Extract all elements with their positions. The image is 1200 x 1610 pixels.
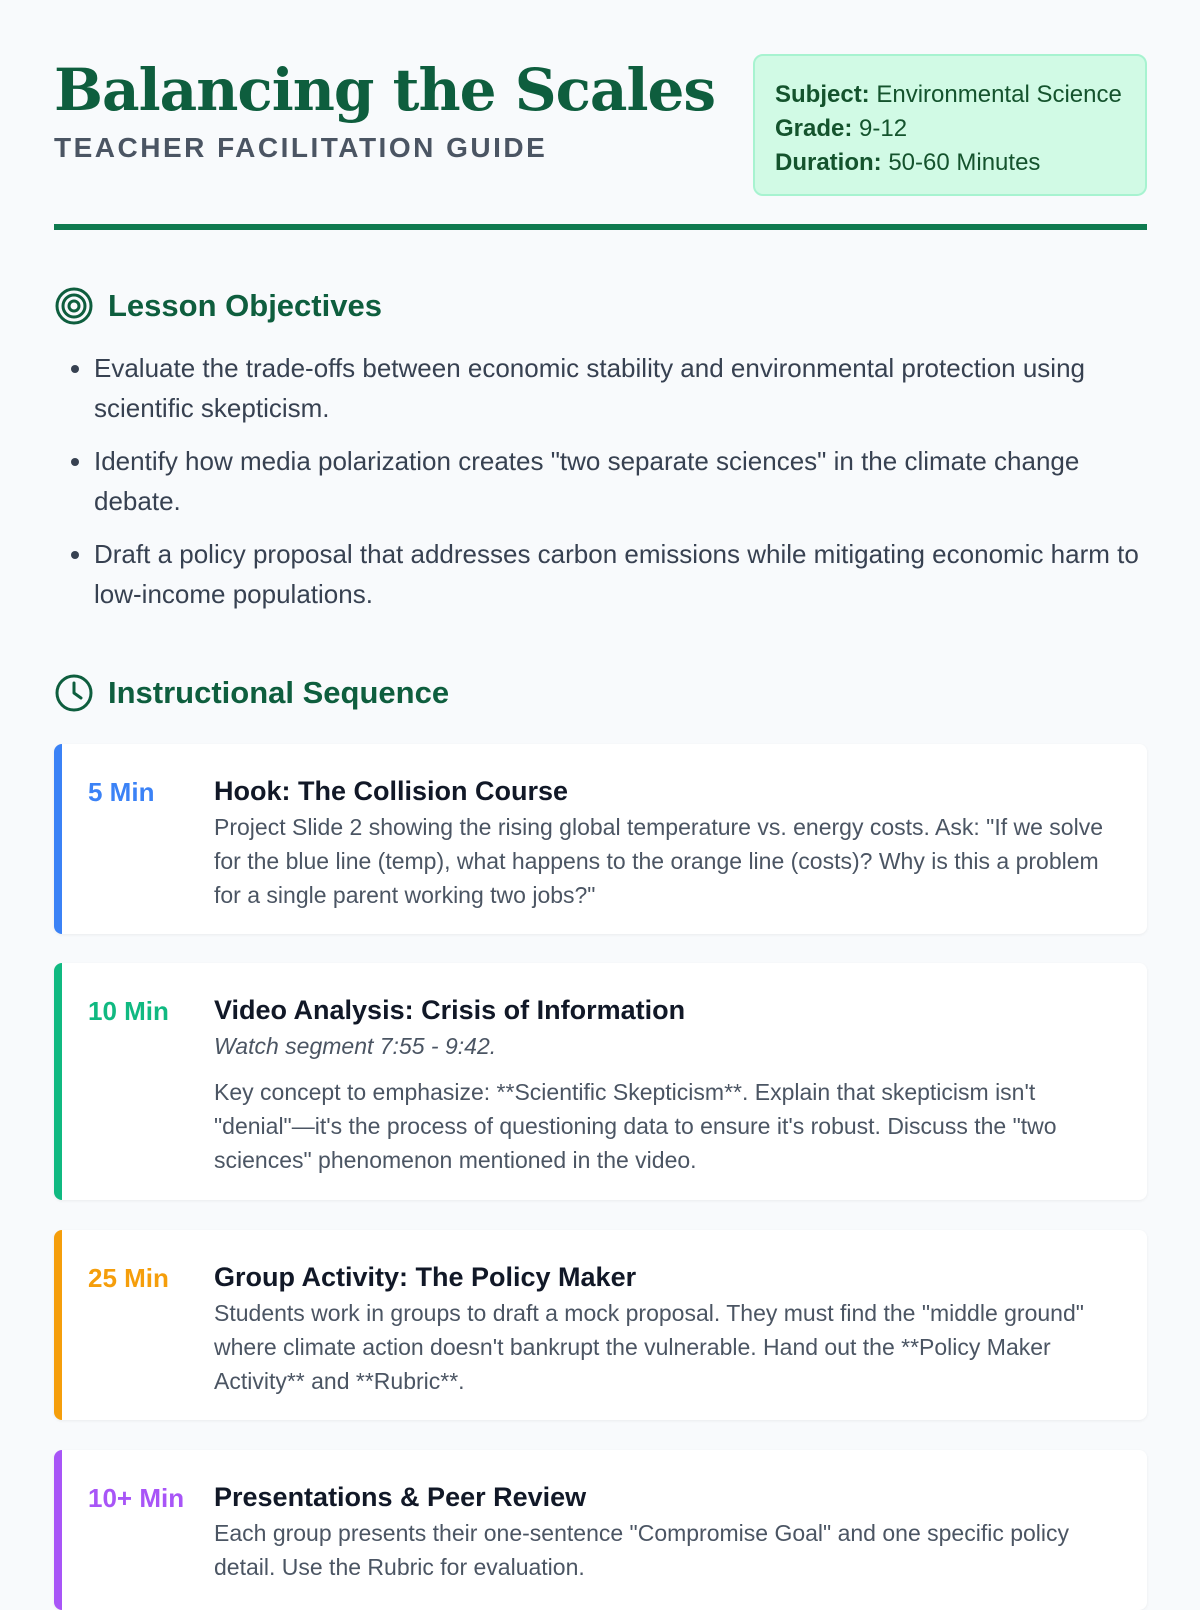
sequence-section: [54, 671, 1147, 1580]
header: [54, 0, 1147, 230]
meta-duration-value: 50-60 Minutes: [888, 149, 1041, 176]
step-title: Group Activity: The Policy Maker: [214, 1262, 637, 1292]
step-title: Presentations & Peer Review: [214, 1482, 587, 1512]
meta-grade-value: 9-12: [859, 115, 908, 142]
meta-duration-label: Duration:: [775, 149, 882, 176]
objectives-heading-row: [54, 284, 1147, 328]
step-description: Students work in groups to draft a mock proposal. They must find the "middle ground" where climate action doesn't bankrupt the vulnerable. Hand out the **Policy Maker Activity** and **Rubric**.: [214, 1300, 1084, 1394]
step-description: Key concept to emphasize: **Scientific Skepticism**. Explain that skepticism isn't "denial"—it's the process of questioning data to ensure it's robust. Discuss the "two sciences" phenomenon mentioned in the video.: [214, 1079, 1057, 1173]
meta-subject-label: Subject:: [775, 81, 870, 108]
step-title: Video Analysis: Crisis of Information: [214, 995, 686, 1025]
step-body: [214, 991, 1121, 1177]
step-body: [214, 1478, 1121, 1584]
meta-grade: [775, 112, 1125, 146]
step-duration: 10+ Min: [88, 1483, 185, 1513]
step-description: Each group presents their one-sentence "Compromise Goal" and one specific policy detail. Use the Rubric for evaluation.: [214, 1520, 1070, 1580]
step-duration: 5 Min: [88, 777, 155, 807]
sequence-step: [54, 1450, 1147, 1610]
step-body: [214, 1258, 1121, 1398]
sequence-step: [54, 1230, 1147, 1420]
step-note: Watch segment 7:55 - 9:42.: [214, 1033, 497, 1059]
meta-subject-value: Environmental Science: [876, 81, 1122, 108]
objective-item: • Draft a policy proposal that addresses carbon emissions while mitigating economic harm to low-income populations.: [94, 534, 1147, 614]
target-icon: [54, 286, 94, 326]
objective-item: • Identify how media polarization creates "two separate sciences" in the climate change debate.: [94, 441, 1147, 521]
objectives-section: [54, 284, 1147, 627]
step-description: Project Slide 2 showing the rising global temperature vs. energy costs. Ask: "If we solve for the blue line (temp), what happens to the orange line (costs)? Why is this a problem for a single parent working two jobs?": [214, 814, 1103, 908]
clock-icon: [54, 673, 94, 713]
step-title: Hook: The Collision Course: [214, 776, 569, 806]
objectives-list: [54, 348, 1147, 614]
step-duration: 10 Min: [88, 996, 169, 1026]
objective-item: • Evaluate the trade-offs between economic stability and environmental protection using scientific skepticism.: [94, 348, 1147, 428]
page-title: Balancing the Scales: [54, 56, 716, 124]
sequence-heading: Instructional Sequence: [108, 675, 450, 710]
meta-duration: [775, 146, 1125, 180]
lesson-meta-box: [753, 54, 1147, 196]
meta-subject: [775, 78, 1125, 112]
sequence-heading-row: [54, 671, 1147, 715]
sequence-step: [54, 744, 1147, 934]
sequence-step: [54, 963, 1147, 1200]
page-subtitle: TEACHER FACILITATION GUIDE: [54, 132, 548, 163]
objectives-heading: Lesson Objectives: [108, 288, 382, 323]
step-duration: 25 Min: [88, 1263, 169, 1293]
meta-grade-label: Grade:: [775, 115, 853, 142]
step-body: [214, 772, 1121, 912]
